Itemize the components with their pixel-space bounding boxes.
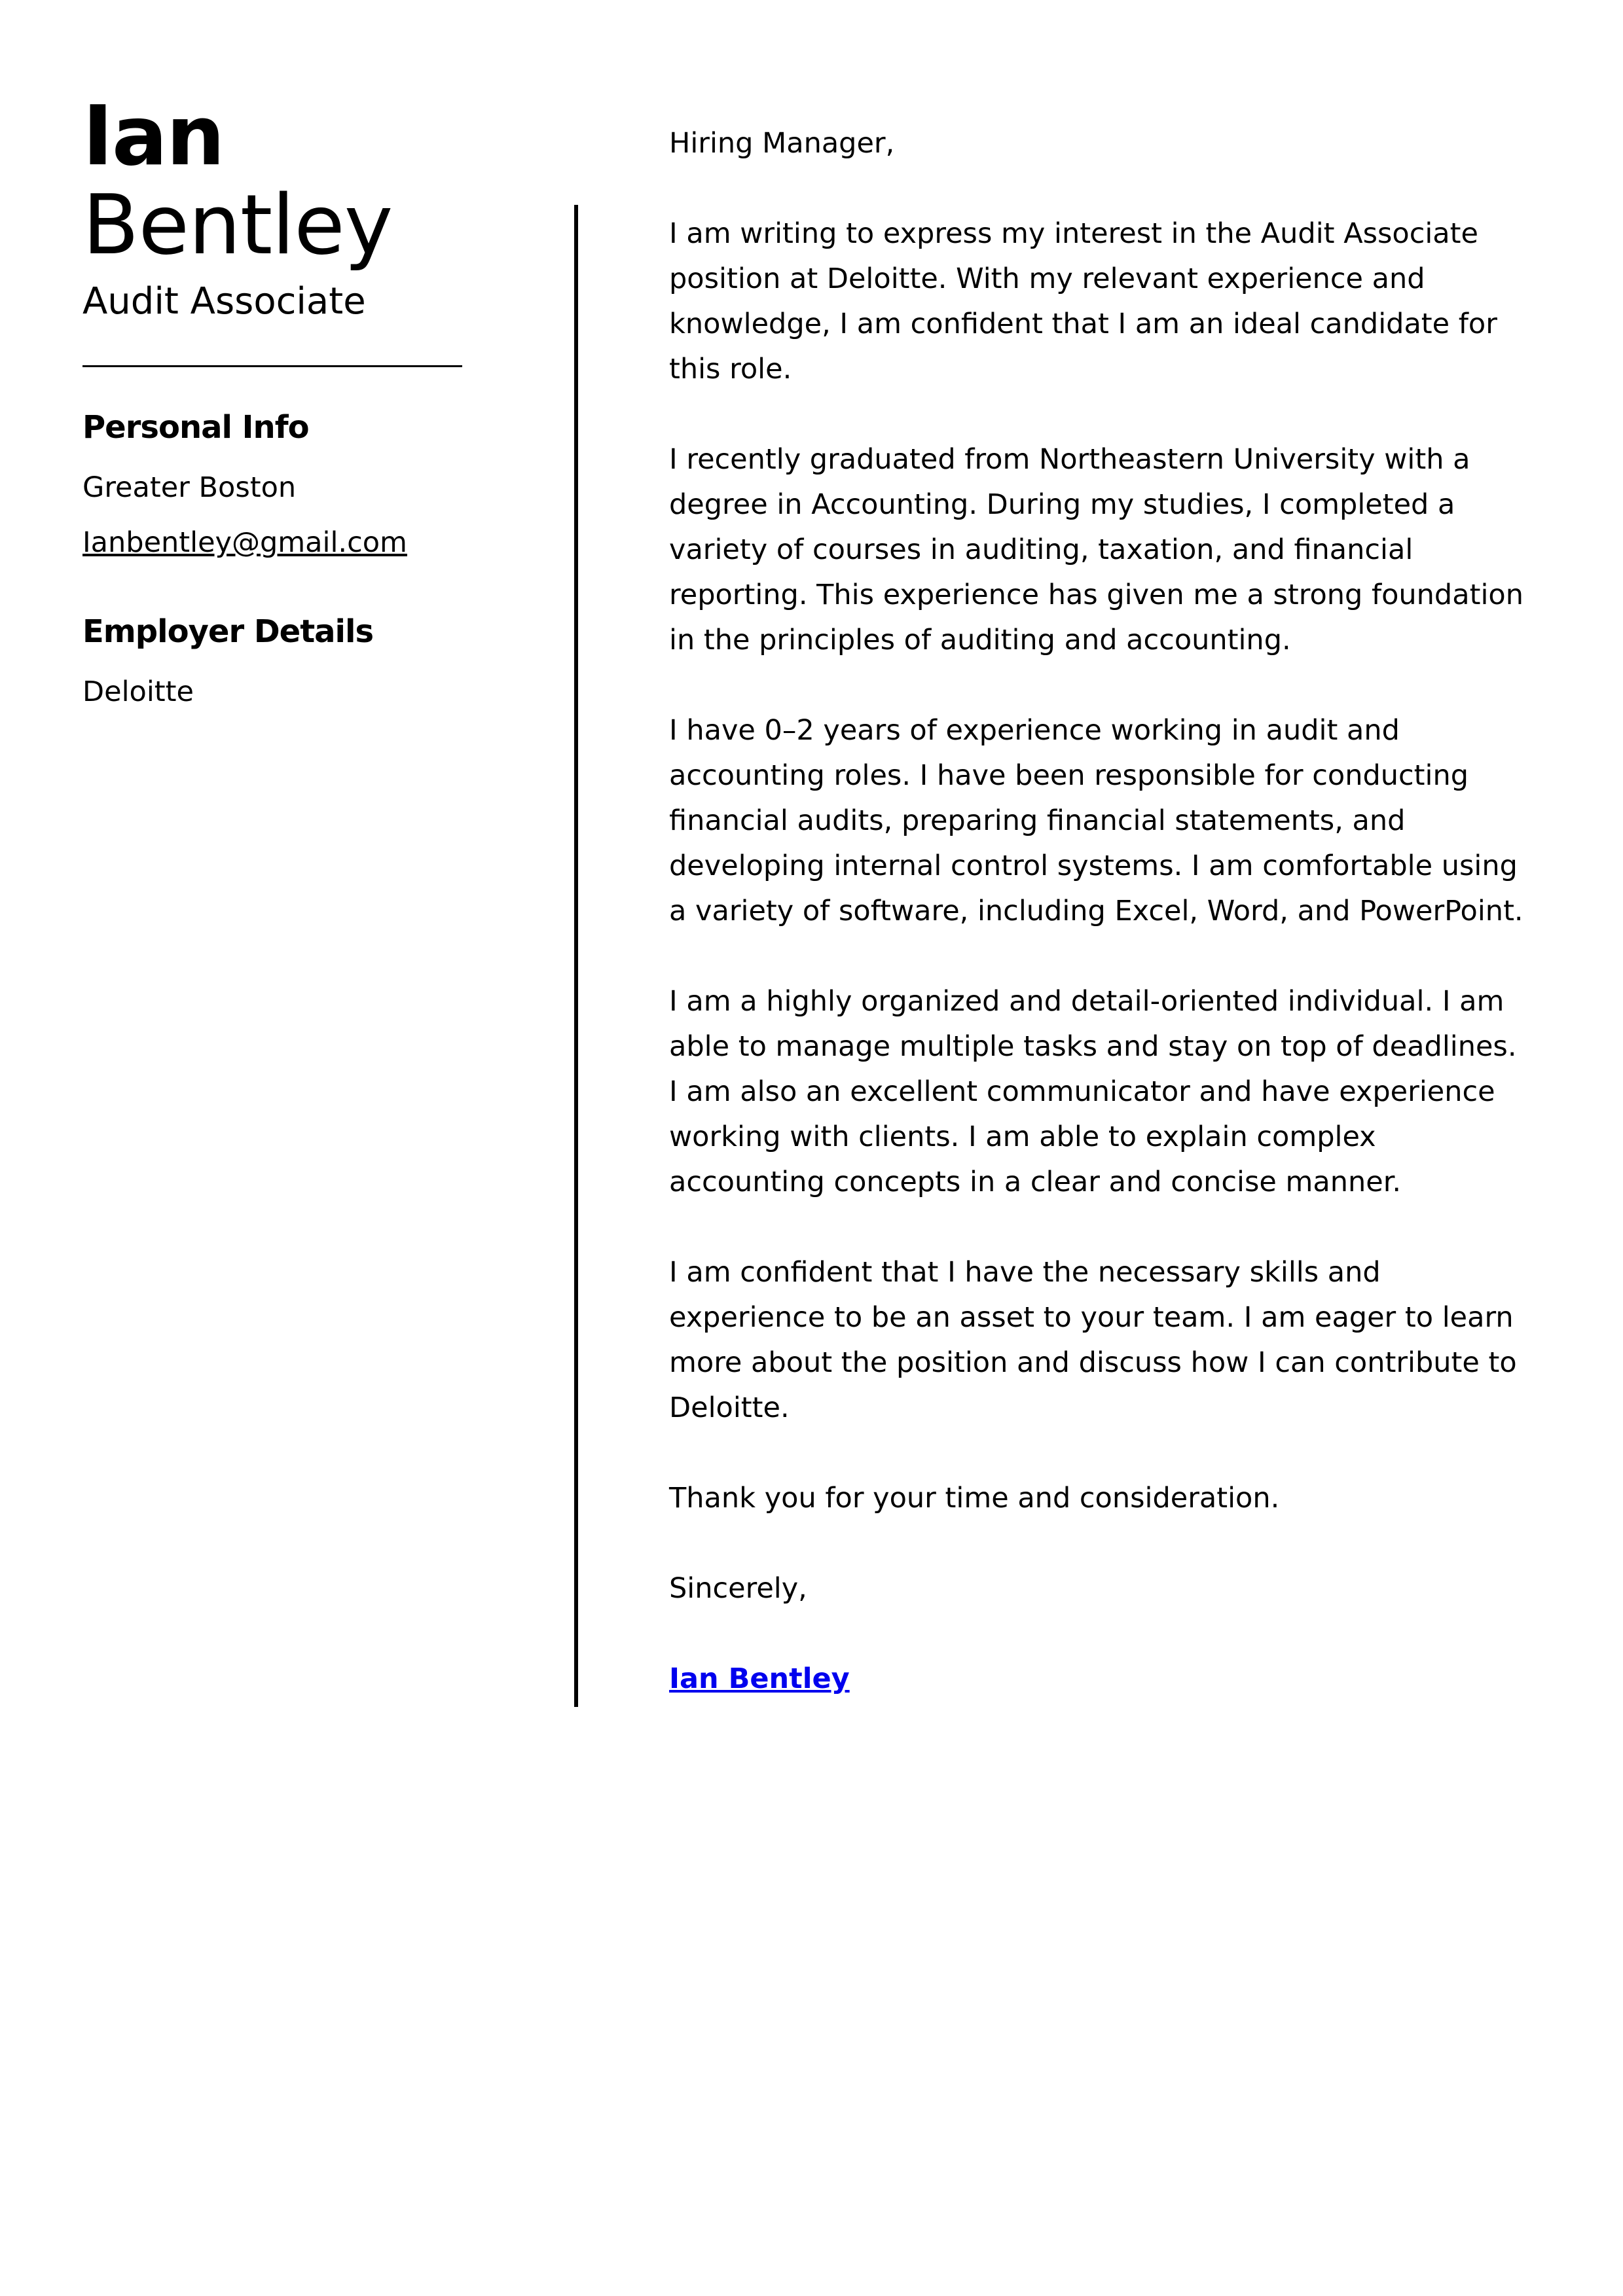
- first-name: Ian: [82, 88, 224, 184]
- vertical-divider: [574, 205, 578, 1707]
- paragraph-skills: I am a highly organized and detail-oriented individual. I am able to manage multiple tasks and stay on top of deadlines. I am also an excellent communicator and have experience working with clients. I am able to explain complex accounting concepts in a clear and concise manner.: [669, 985, 1517, 1198]
- sidebar: [82, 88, 475, 710]
- paragraph-thanks: Thank you for your time and consideration.: [669, 1482, 1280, 1515]
- header-divider: [82, 365, 462, 367]
- personal-info-heading: Personal Info: [82, 409, 309, 446]
- last-name: Bentley: [82, 177, 393, 273]
- location: Greater Boston: [82, 471, 297, 504]
- letter-body: [669, 121, 1527, 1747]
- email-link[interactable]: Ianbentley@gmail.com: [82, 526, 407, 559]
- email-row: [82, 524, 475, 561]
- signature-row: [669, 1657, 1527, 1702]
- paragraph-conclusion: I am confident that I have the necessary skills and experience to be an asset to your team. I am eager to learn more about the position and discuss how I can contribute to Deloitte.: [669, 1256, 1517, 1424]
- employer-details-heading: Employer Details: [82, 613, 374, 650]
- paragraph-education: I recently graduated from Northeastern University with a degree in Accounting. During my studies, I completed a variety of courses in auditing, taxation, and financial reporting. This experience has given me a strong foundation in the principles of auditing and accounting.: [669, 443, 1523, 656]
- salutation: Hiring Manager,: [669, 127, 895, 160]
- paragraph-experience: I have 0–2 years of experience working in audit and accounting roles. I have been responsible for conducting financial audits, preparing financial statements, and developing internal control systems. I am comfortable using a variety of software, including Excel, Word, and PowerPoint.: [669, 714, 1523, 927]
- signature-link[interactable]: Ian Bentley: [669, 1662, 850, 1695]
- paragraph-intro: I am writing to express my interest in the Audit Associate position at Deloitte. With my relevant experience and knowledge, I am confident that I am an ideal candidate for this role.: [669, 217, 1497, 386]
- employer-company: Deloitte: [82, 675, 194, 708]
- job-title: Audit Associate: [82, 280, 366, 323]
- closing: Sincerely,: [669, 1572, 807, 1605]
